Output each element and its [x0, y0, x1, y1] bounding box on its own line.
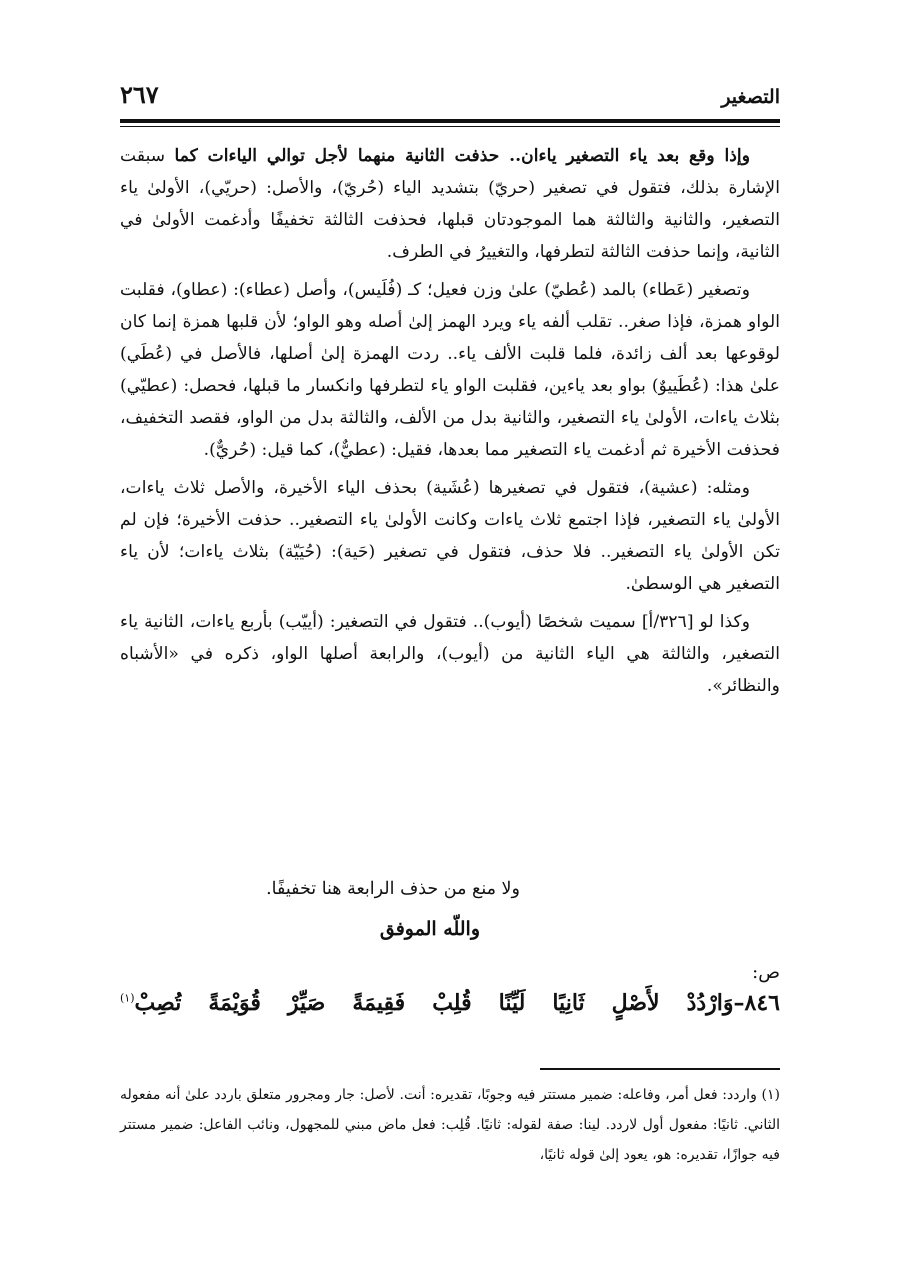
verse-line	[120, 990, 780, 1016]
paragraph-1-rest: سبقت الإشارة بذلك، فتقول في تصغير (حريّ) بتشديد الياء (حُريّ)، والأصل: (حريّي)، الأولىٰ ياء التصغير، والثانية والثالثة هما الموجودتان قبلها، فحذفت الثالثة تخفيفًا وأدغمت الأولىٰ في الثانية، وإنما حذفت الثالثة لتطرفها، والتغييرُ في الطرف.	[120, 146, 780, 262]
closing-phrase: واللّه الموفق	[379, 918, 480, 940]
paragraph-4: وكذا لو [٣٢٦/أ] سميت شخصًا (أيوب).. فتقول في التصغير: (أييّب) بأربع ياءات، الثانية ياء التصغير، والثالثة هي الياء الثانية من (أيوب)، والرابعة أصلها الواو، ذكره في «الأشباه والنظائر».	[120, 612, 780, 696]
running-header	[120, 78, 780, 118]
page-number: ٢٦٧	[120, 80, 159, 109]
footnote-marker: (١)	[120, 991, 135, 1005]
verse-label: ص:	[752, 962, 780, 983]
closing-sentence: ولا منع من حذف الرابعة هنا تخفيفًا.	[266, 879, 520, 899]
footnote-separator	[540, 1068, 780, 1070]
verse-text: ٨٤٦–وَارْدُدْ لأَصْلٍ ثَانِيًا لَيِّنًا قُلِبْ فَقِيمَةً صَيِّرْ قُوَيْمَةً تُصِبْ	[134, 990, 780, 1016]
paragraph-1	[120, 140, 780, 268]
paragraph-2: وتصغير (عَطاء) بالمد (عُطيّ) علىٰ وزن فعيل؛ كـ (فُلَيس)، وأصل (عطاء): (عطاو)، فقلبت الواو همزة، فإذا صغر.. تقلب ألفه ياء ويرد الهمز إلىٰ أصله وهو الواو؛ لأن قلبها همزة إنما كان لوقوعها بعد ألف زائدة، فلما قلبت الألف ياء.. ردت الهمزة إلىٰ أصلها، فالأصل في (عُطَي) علىٰ هذا: (عُطَييوٌ) بواو بعد ياءين، فقلبت الواو ياء لتطرفها وانكسار ما قبلها، فحصل: (عطيّي) بثلاث ياءات، الأولىٰ ياء التصغير، والثانية بدل من الألف، والثالثة بدل من الواو، فقصد التخفيف، فحذفت الأخيرة ثم أدغمت ياء التصغير مما بعدها، فقيل: (عطيٌّ)، كما قيل: (حُريٌّ).	[120, 280, 780, 460]
header-rule-thick	[120, 119, 780, 123]
header-rule-thin	[120, 126, 780, 127]
footnote: (١) واردد: فعل أمر، وفاعله: ضمير مستتر فيه وجوبًا، تقديره: أنت. لأصل: جار ومجرور متعلق باردد علىٰ أنه مفعوله الثاني. ثانيًا: مفعول أول لاردد. لينا: صفة لقوله: ثانيًا. قُلِب: فعل ماض مبني للمجهول، ونائب الفاعل: ضمير مستتر فيه جوازًا، تقديره: هو، يعود إلىٰ قوله ثانيًا،	[120, 1087, 780, 1163]
paragraph-3: ومثله: (عشية)، فتقول في تصغيرها (عُشَية) بحذف الياء الأخيرة، والأصل ثلاث ياءات، الأولىٰ ياء التصغير، فإذا اجتمع ثلاث ياءات وكانت الأولىٰ ياء التصغير.. حذفت الأخيرة؛ فإن لم تكن الأولىٰ ياء التصغير.. فلا حذف، فتقول في تصغير (حَية): (حُيَيّة) بثلاث ياءات؛ لأن ياء التصغير هي الوسطىٰ.	[120, 478, 780, 594]
chapter-title: التصغير	[721, 86, 780, 108]
main-text	[120, 140, 780, 708]
closing-block	[120, 873, 780, 945]
paragraph-1-lead: وإذا وقع بعد ياء التصغير ياءان.. حذفت الثانية منهما لأجل توالي الياءات كما	[174, 146, 750, 166]
